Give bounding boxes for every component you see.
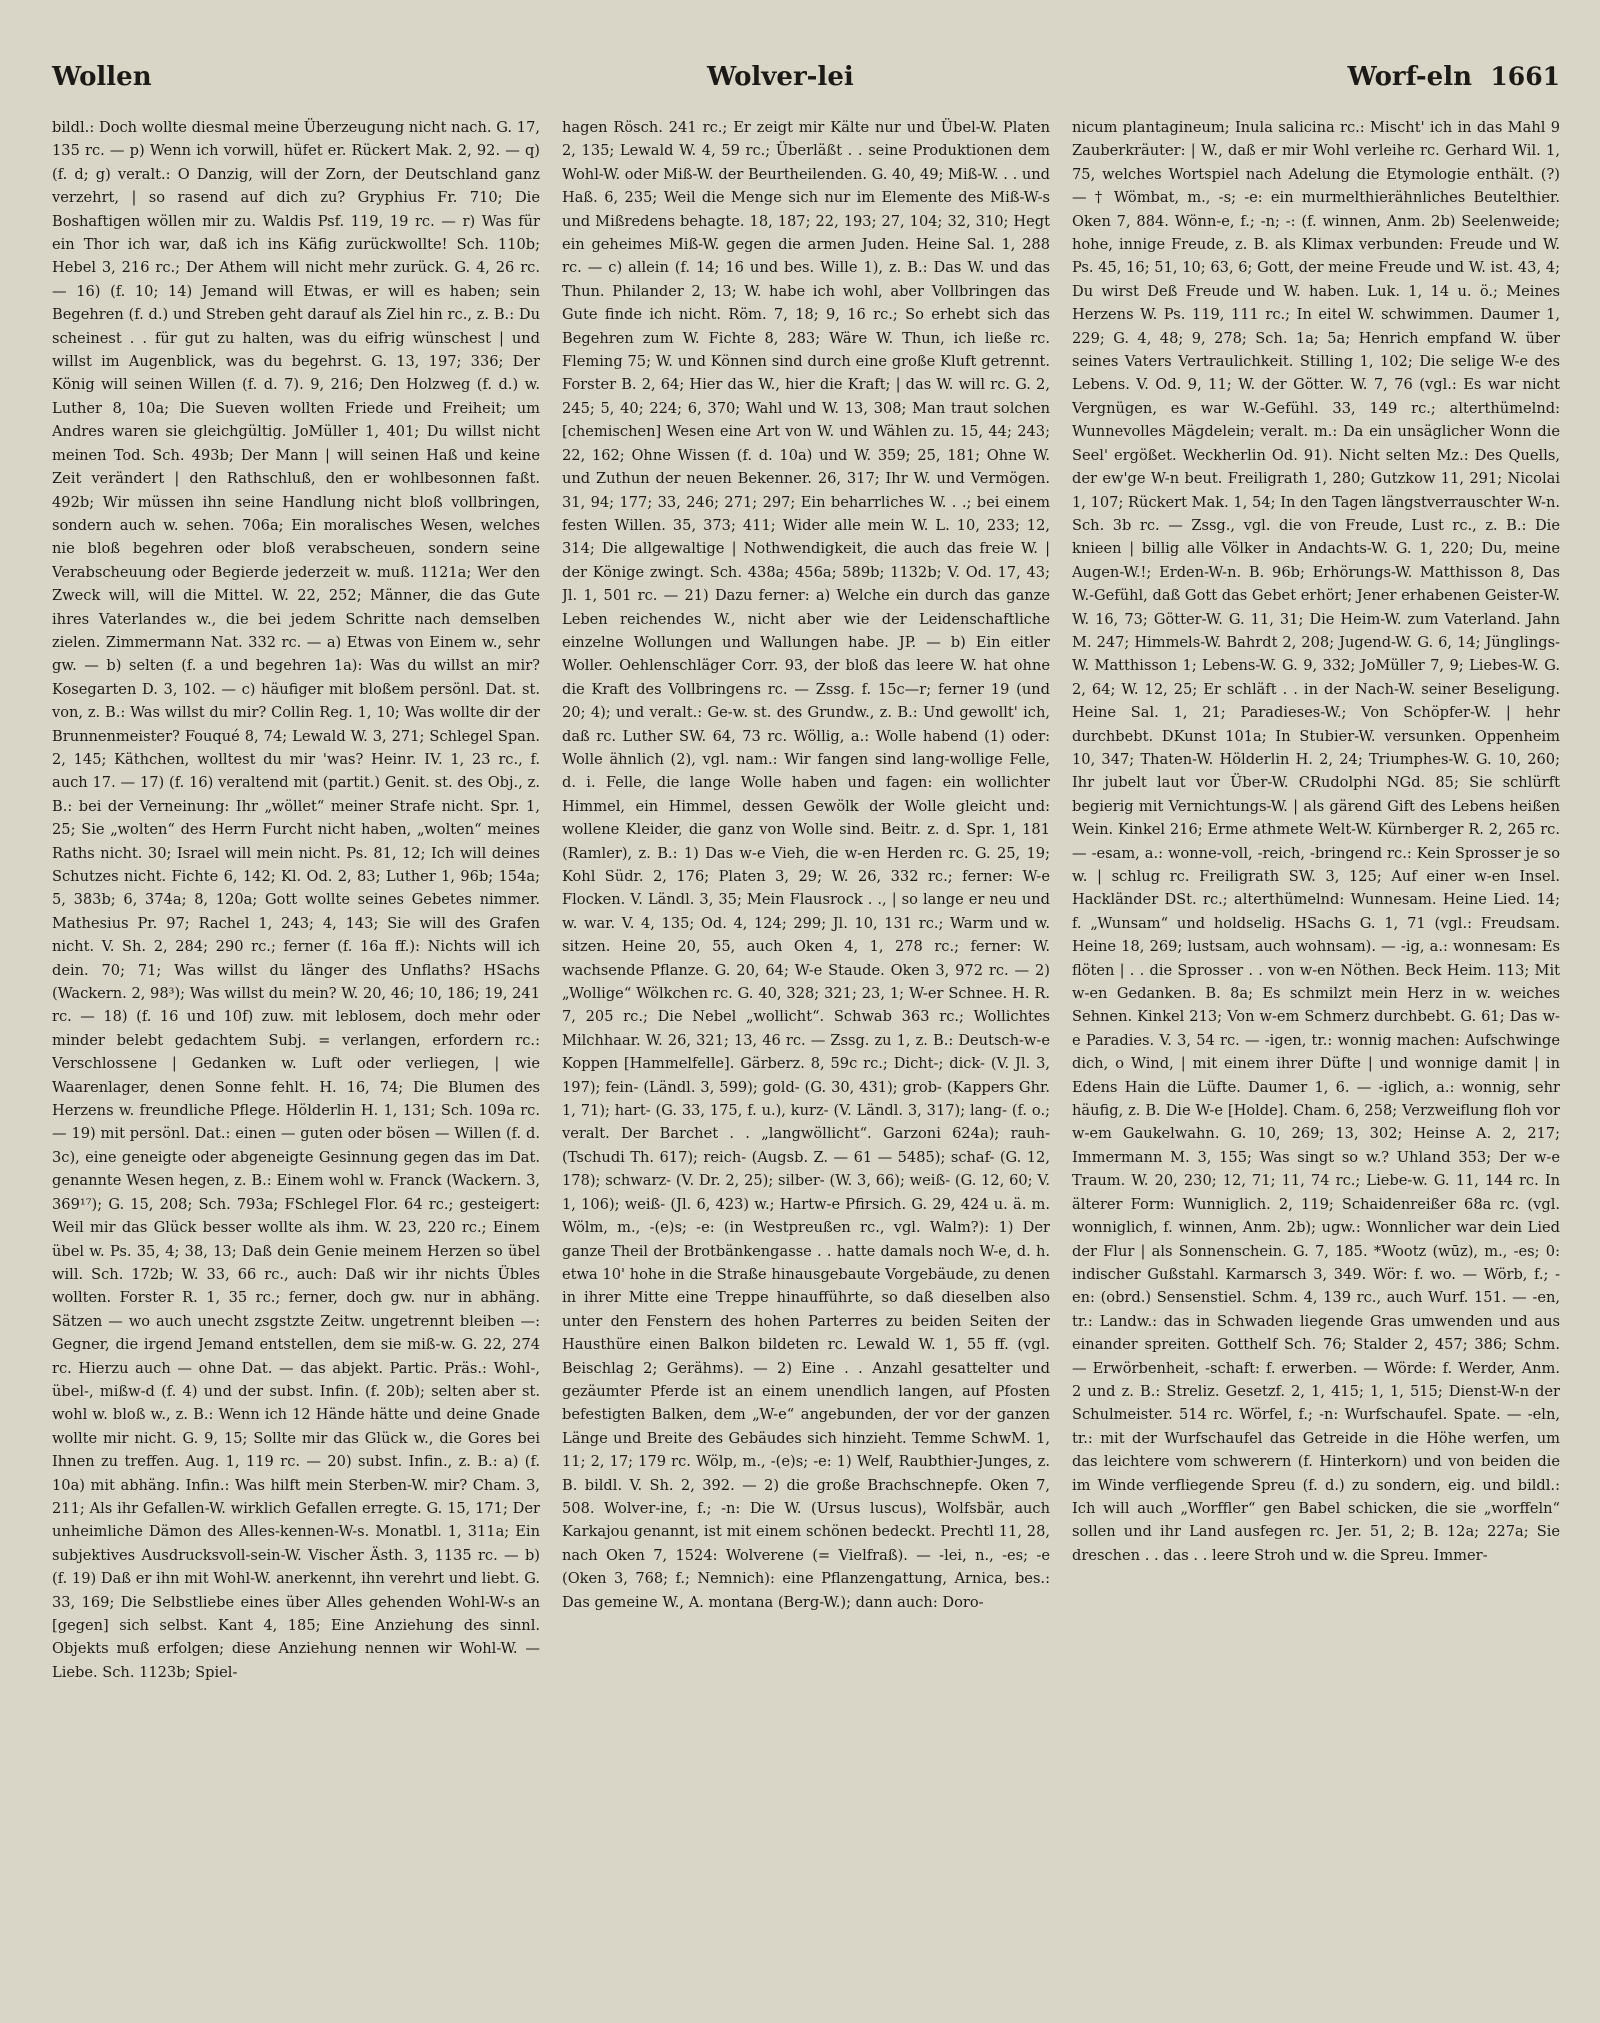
column-right [1072, 116, 1560, 1996]
column-middle [562, 116, 1050, 1996]
text-columns [52, 116, 1560, 1996]
column-left [52, 116, 540, 1996]
column-middle-text: hagen Rösch. 241 rc.; Er zeigt mir Kälte nur und Übel-W. Platen 2, 135; Lewald W. 4, 59 rc.; Überläßt . . seine Produktionen dem Wohl-W. oder Miß-W. der Beurtheilenden. G. 40, 49; Miß-W. . . und Haß. 6, 235; Weil die Menge sich nur im Elemente des Miß-W-s und Mißredens behagte. 18, 187; 22, 193; 27, 104; 32, 310; Hegt ein geheimes Miß-W. gegen die armen Juden. Heine Sal. 1, 288 rc. — c) allein (f. 14; 16 und bes. Wille 1), z. B.: Das W. und das Thun. Philander 2, 13; W. habe ich wohl, aber Vollbringen das Gute finde ich nicht. Röm. 7, 18; 9, 16 rc.; So erhebt sich das Begehren zum W. Fichte 8, 283; Wäre W. Thun, ich ließe rc. Fleming 75; W. und Können sind durch eine große Kluft getrennt. Forster B. 2, 64; Hier das W., hier die Kraft; | das W. will rc. G. 2, 245; 5, 40; 224; 6, 370; Wahl und W. 13, 308; Man traut solchen [chemischen] Wesen eine Art von W. und Wählen zu. 15, 44; 243; 22, 162; Ohne Wissen (f. d. 10a) und W. 359; 25, 181; Ohne W. und Zuthun der neuen Bekenner. 26, 317; Ihr W. und Vermögen. 31, 94; 177; 33, 246; 271; 297; Ein beharrliches W. . .; bei einem festen Willen. 35, 373; 411; Wider alle mein W. L. 10, 233; 12, 314; Die allgewaltige | Nothwendigkeit, die auch das freie W. | der Könige zwingt. Sch. 438a; 456a; 589b; 1132b; V. Od. 17, 43; Jl. 1, 501 rc. — 21) Dazu ferner: a) Welche ein durch das ganze Leben reichendes W., nicht aber wie der Leidenschaftliche einzelne Wollungen und Wallungen habe. JP. — b) Ein eitler Woller. Oehlenschläger Corr. 93, der bloß das leere W. hat ohne die Kraft des Vollbringens rc. — Zssg. f. 15c—r; ferner 19 (und 20; 4); und veralt.: Ge-w. st. des Grundw., z. B.: Und gewollt' ich, daß rc. Luther SW. 64, 73 rc. Wöllig, a.: Wolle habend (1) oder: Wolle ähnlich (2), vgl. nam.: Wir fangen sind lang-wollige Felle, d. i. Felle, die lange Wolle haben und fagen: ein wollichter Himmel, ein Himmel, dessen Gewölk der Wolle gleicht und: wollene Kleider, die ganz von Wolle sind. Beitr. z. d. Spr. 1, 181 (Ramler), z. B.: 1) Das w-e Vieh, die w-en Herden rc. G. 25, 19; Kohl Südr. 2, 176; Platen 3, 29; W. 26, 332 rc.; ferner: W-e Flocken. V. Ländl. 3, 35; Mein Flausrock . ., | so lange er neu und w. war. V. 4, 135; Od. 4, 124; 299; Jl. 10, 131 rc.; Warm und w. sitzen. Heine 20, 55, auch Oken 4, 1, 278 rc.; ferner: W. wachsende Pflanze. G. 20, 64; W-e Staude. Oken 3, 972 rc. — 2) „Wollige“ Wölkchen rc. G. 40, 328; 321; 23, 1; W-er Schnee. H. R. 7, 205 rc.; Die Nebel „wollicht“. Schwab 363 rc.; Wollichtes Milchhaar. W. 26, 321; 13, 46 rc. — Zssg. zu 1, z. B.: Deutsch-w-e Koppen [Hammelfelle]. Gärberz. 8, 59c rc.; Dicht-; dick- (V. Jl. 3, 197); fein- (Ländl. 3, 599); gold- (G. 30, 431); grob- (Kappers Ghr. 1, 71); hart- (G. 33, 175, f. u.), kurz- (V. Ländl. 3, 317); lang- (f. o.; veralt. Der Barchet . . „langwöllicht“. Garzoni 624a); rauh- (Tschudi Th. 617); reich- (Augsb. Z. — 61 — 5485); schaf- (G. 12, 178); schwarz- (V. Dr. 2, 25); silber- (W. 3, 66); weiß- (G. 12, 60; V. 1, 106); weiß- (Jl. 6, 423) w.; Hartw-e Pfirsich. G. 29, 424 u. ä. m. Wölm, m., -(e)s; -e: (in Westpreußen rc., vgl. Walm?): 1) Der ganze Theil der Brotbänkengasse . . hatte damals noch W-e, d. h. etwa 10' hohe in die Straße hinausgebaute Vorgebäude, zu denen in ihrer Mitte eine Treppe hinaufführte, so daß dieselben also unter den Fenstern des hohen Parterres zu beiden Seiten der Hausthüre einen Balkon bildeten rc. Lewald W. 1, 55 ff. (vgl. Beischlag 2; Gerähms). — 2) Eine . . Anzahl gesattelter und gezäumter Pferde ist an einem unendlich langen, auf Pfosten befestigten Balken, dem „W-e“ angebunden, der vor der ganzen Länge und Breite des Gebäudes sich hinzieht. Temme SchwM. 1, 11; 2, 17; 179 rc. Wölp, m., -(e)s; -e: 1) Welf, Raubthier-Junges, z. B. bildl. V. Sh. 2, 392. — 2) die große Brachschnepfe. Oken 7, 508. Wolver-ine, f.; -n: Die W. (Ursus luscus), Wolfsbär, auch Karkajou genannt, ist mit einem schönen bedeckt. Prechtl 11, 28, nach Oken 7, 1524: Wolverene (= Vielfraß). — -lei, n., -es; -e (Oken 3, 768; f.; Nemnich): eine Pflanzengattung, Arnica, bes.: Das gemeine W., A. montana (Berg-W.); dann auch: Doro- [562, 119, 1050, 1611]
header-right-catchword: Worf-eln [1347, 62, 1472, 92]
running-header [52, 62, 1560, 116]
header-center-catchword: Wolver-lei [707, 62, 854, 92]
column-right-text: nicum plantagineum; Inula salicina rc.: Mischt' ich in das Mahl 9 Zauberkräuter: | W., daß er mir Wohl verleihe rc. Gerhard Wil. 1, 75, welches Wortspiel nach Adelung die Etymologie enthält. (?) — † Wömbat, m., -s; -e: ein murmelthierähnliches Beutelthier. Oken 7, 884. Wönn-e, f.; -n; -: (f. winnen, Anm. 2b) Seelenweide; hohe, innige Freude, z. B. als Klimax verbunden: Freude und W. Ps. 45, 16; 51, 10; 63, 6; Gott, der meine Freude und W. ist. 43, 4; Du wirst Deß Freude und W. haben. Luk. 1, 14 u. ö.; Meines Herzens W. Ps. 119, 111 rc.; In eitel W. schwimmen. Daumer 1, 229; G. 4, 48; 9, 278; Sch. 1a; 5a; Henrich empfand W. über seines Vaters Vertraulichkeit. Stilling 1, 102; Die selige W-e des Lebens. V. Od. 9, 11; W. der Götter. W. 7, 76 (vgl.: Es war nicht Vergnügen, es war W.-Gefühl. 33, 149 rc.; alterthümelnd: Wunnevolles Mägdelein; veralt. m.: Da ein unsäglicher Wonn die Seel' ergößet. Weckherlin Od. 91). Nicht selten Mz.: Des Quells, der ew'ge W-n beut. Freiligrath 1, 280; Gutzkow 11, 291; Nicolai 1, 107; Rückert Mak. 1, 54; In den Tagen längstverrauschter W-n. Sch. 3b rc. — Zssg., vgl. die von Freude, Lust rc., z. B.: Die knieen | billig alle Völker in Andachts-W. G. 1, 220; Du, meine Augen-W.!; Erden-W-n. B. 96b; Erhörungs-W. Matthisson 8, Das W.-Gefühl, daß Gott das Gebet erhört; Jener erhabenen Geister-W. W. 16, 73; Götter-W. G. 11, 31; Die Heim-W. zum Vaterland. Jahn M. 247; Himmels-W. Bahrdt 2, 208; Jugend-W. G. 6, 14; Jünglings-W. Matthisson 1; Lebens-W. G. 9, 332; JoMüller 7, 9; Liebes-W. G. 2, 64; W. 12, 25; Er schläft . . in der Nach-W. seiner Beseligung. Heine Sal. 1, 21; Paradieses-W.; Von Schöpfer-W. | hehr durchbebt. DKunst 101a; In Stubier-W. versunken. Oppenheim 10, 347; Thaten-W. Hölderlin H. 2, 24; Triumphes-W. G. 10, 260; Ihr jubelt laut vor Über-W. CRudolphi NGd. 85; Sie schlürft begierig mit Vernichtungs-W. | als gärend Gift des Lebens heißen Wein. Kinkel 216; Erme athmete Welt-W. Kürnberger R. 2, 265 rc. — -esam, a.: wonne-voll, -reich, -bringend rc.: Kein Sprosser je so w. | schlug rc. Freiligrath SW. 3, 125; Auf einer w-en Insel. Hackländer DSt. rc.; alterthümelnd: Wunnesam. Heine Lied. 14; f. „Wunsam“ und holdselig. HSachs G. 1, 71 (vgl.: Freudsam. Heine 18, 269; lustsam, auch wohnsam). — -ig, a.: wonnesam: Es flöten | . . die Sprosser . . von w-en Nöthen. Beck Heim. 113; Mit w-en Gedanken. B. 8a; Es schmilzt mein Herz in w. weiches Sehnen. Kinkel 213; Von w-em Schmerz durchbebt. G. 61; Das w-e Paradies. V. 3, 54 rc. — -igen, tr.: wonnig machen: Aufschwinge dich, o Wind, | mit einem ihrer Düfte | und wonnige damit | in Edens Hain die Lüfte. Daumer 1, 6. — -iglich, a.: wonnig, sehr häufig, z. B. Die W-e [Holde]. Cham. 6, 258; Verzweiflung floh vor w-em Gaukelwahn. G. 10, 269; 13, 302; Heinse A. 2, 217; Immermann M. 3, 155; Was singt so w.? Uhland 353; Der w-e Traum. W. 20, 230; 12, 71; 11, 74 rc.; Liebe-w. G. 11, 144 rc. In älterer Form: Wunniglich. 2, 119; Schaidenreißer 68a rc. (vgl. wonniglich, f. winnen, Anm. 2b); ugw.: Wonnlicher war dein Lied der Flur | als Sonnenschein. G. 7, 185. *Wootz (wūz), m., -es; 0: indischer Gußstahl. Karmarsch 3, 349. Wör: f. wo. — Wörb, f.; -en: (obrd.) Sensenstiel. Schm. 4, 139 rc., auch Wurf. 151. — -en, tr.: Landw.: das in Schwaden liegende Gras umwenden und aus einander spreiten. Gotthelf Sch. 76; Stalder 2, 457; 386; Schm. — Erwörbenheit, -schaft: f. erwerben. — Wörde: f. Werder, Anm. 2 und z. B.: Streliz. Gesetzf. 2, 1, 415; 1, 1, 515; Dienst-W-n der Schulmeister. 514 rc. Wörfel, f.; -n: Wurfschaufel. Spate. — -eln, tr.: mit der Wurfschaufel das Getreide in die Höhe werfen, um das leichtere vom schwerern (f. Hinterkorn) und von beiden die im Winde verfliegende Spreu (f. d.) zu sondern, eig. und bildl.: Ich will auch „Worffler“ gen Babel schicken, die sie „worffeln“ sollen und ihr Land ausfegen rc. Jer. 51, 2; B. 12a; 227a; Sie dreschen . . das . . leere Stroh und w. die Spreu. Immer- [1072, 119, 1560, 1564]
column-left-text: bildl.: Doch wollte diesmal meine Überzeugung nicht nach. G. 17, 135 rc. — p) Wenn ich vorwill, hüfet er. Rückert Mak. 2, 92. — q) (f. d; g) veralt.: O Danzig, will der Zorn, der Deutschland ganz verzehrt, | so rasend auf dich zu? Gryphius Fr. 710; Die Boshaftigen wöllen mir zu. Waldis Psf. 119, 19 rc. — r) Was für ein Thor ich war, daß ich ins Käfig zurückwollte! Sch. 110b; Hebel 3, 216 rc.; Der Athem will nicht mehr zurück. G. 4, 26 rc. — 16) (f. 10; 14) Jemand will Etwas, er will es haben; sein Begehren (f. d.) und Streben geht darauf als Ziel hin rc., z. B.: Du scheinest . . für gut zu halten, was du eifrig wünschest | und willst im Augenblick, was du begehrst. G. 13, 197; 336; Der König will seinen Willen (f. d. 7). 9, 216; Den Holzweg (f. d.) w. Luther 8, 10a; Die Sueven wollten Friede und Freiheit; um Andres waren sie gleichgültig. JoMüller 1, 401; Du willst nicht meinen Tod. Sch. 493b; Der Mann | will seinen Haß und keine Zeit verändert | den Rathschluß, den er wohlbesonnen faßt. 492b; Wir müssen ihn seine Handlung nicht bloß vollbringen, sondern auch w. sehen. 706a; Ein moralisches Wesen, welches nie bloß begehren oder bloß verabscheuen, sondern seine Verabscheuung oder Begierde jederzeit w. muß. 1121a; Wer den Zweck will, will die Mittel. W. 22, 252; Männer, die das Gute ihres Vaterlandes w., die bei jedem Schritte nach demselben zielen. Zimmermann Nat. 332 rc. — a) Etwas von Einem w., sehr gw. — b) selten (f. a und begehren 1a): Was du willst an mir? Kosegarten D. 3, 102. — c) häufiger mit bloßem persönl. Dat. st. von, z. B.: Was willst du mir? Collin Reg. 1, 10; Was wollte dir der Brunnenmeister? Fouqué 8, 74; Lewald W. 3, 271; Schlegel Span. 2, 145; Käthchen, wolltest du mir 'was? Heinr. IV. 1, 23 rc., f. auch 17. — 17) (f. 16) veraltend mit (partit.) Genit. st. des Obj., z. B.: bei der Verneinung: Ihr „wöllet“ meiner Strafe nicht. Spr. 1, 25; Sie „wolten“ des Herrn Furcht nicht haben, „wolten“ meines Raths nicht. 30; Israel will mein nicht. Ps. 81, 12; Ich will deines Schutzes nicht. Fichte 6, 142; Kl. Od. 2, 83; Luther 1, 96b; 154a; 5, 383b; 6, 374a; 8, 120a; Gott wollte seines Gebetes nimmer. Mathesius Pr. 97; Rachel 1, 243; 4, 143; Sie will des Grafen nicht. V. Sh. 2, 284; 290 rc.; ferner (f. 16a ff.): Nichts will ich dein. 70; 71; Was willst du länger des Unflaths? HSachs (Wackern. 2, 98³); Was willst du mein? W. 20, 46; 10, 186; 19, 241 rc. — 18) (f. 16 und 10f) zuw. mit leblosem, doch mehr oder minder belebt gedachtem Subj. = verlangen, erfordern rc.: Verschlossene | Gedanken w. Luft oder verliegen, | wie Waarenlager, denen Sonne fehlt. H. 16, 74; Die Blumen des Herzens w. freundliche Pflege. Hölderlin H. 1, 131; Sch. 109a rc. — 19) mit persönl. Dat.: einen — guten oder bösen — Willen (f. d. 3c), eine geneigte oder abgeneigte Gesinnung gegen das im Dat. genannte Wesen hegen, z. B.: Einem wohl w. Franck (Wackern. 3, 369¹⁷); G. 15, 208; Sch. 793a; FSchlegel Flor. 64 rc.; gesteigert: Weil mir das Glück besser wollte als ihm. W. 23, 220 rc.; Einem übel w. Ps. 35, 4; 38, 13; Daß dein Genie meinem Herzen so übel will. Sch. 172b; W. 33, 66 rc., auch: Daß wir ihr nichts Übles wollten. Forster R. 1, 35 rc.; ferner, doch gw. nur in abhäng. Sätzen — wo auch unecht zsgstzte Zeitw. ungetrennt bleiben —: Gegner, die irgend Jemand entstellen, dem sie miß-w. G. 22, 274 rc. Hierzu auch — ohne Dat. — das abjekt. Partic. Präs.: Wohl-, übel-, mißw-d (f. 4) und der subst. Infin. (f. 20b); selten aber st. wohl w. bloß w., z. B.: Wenn ich 12 Hände hätte und deine Gnade wollte mir nicht. G. 9, 15; Sollte mir das Glück w., die Gores bei Ihnen zu treffen. Aug. 1, 119 rc. — 20) subst. Infin., z. B.: a) (f. 10a) mit abhäng. Infin.: Was hilft mein Sterben-W. mir? Cham. 3, 211; Als ihr Gefallen-W. wirklich Gefallen erregte. G. 15, 171; Der unheimliche Dämon des Alles-kennen-W-s. Monatbl. 1, 311a; Ein subjektives Ausdrucksvoll-sein-W. Vischer Ästh. 3, 1135 rc. — b) (f. 19) Daß er ihn mit Wohl-W. anerkennt, ihn verehrt und liebt. G. 33, 169; Die Selbstliebe eines über Alles gehenden Wohl-W-s an [gegen] sich selbst. Kant 4, 185; Eine Anziehung des sinnl. Objekts muß erfolgen; diese Anziehung nennen wir Wohl-W. — Liebe. Sch. 1123b; Spiel- [52, 119, 540, 1681]
header-left-catchword: Wollen [52, 62, 152, 92]
page-number: 1661 [1490, 62, 1560, 91]
